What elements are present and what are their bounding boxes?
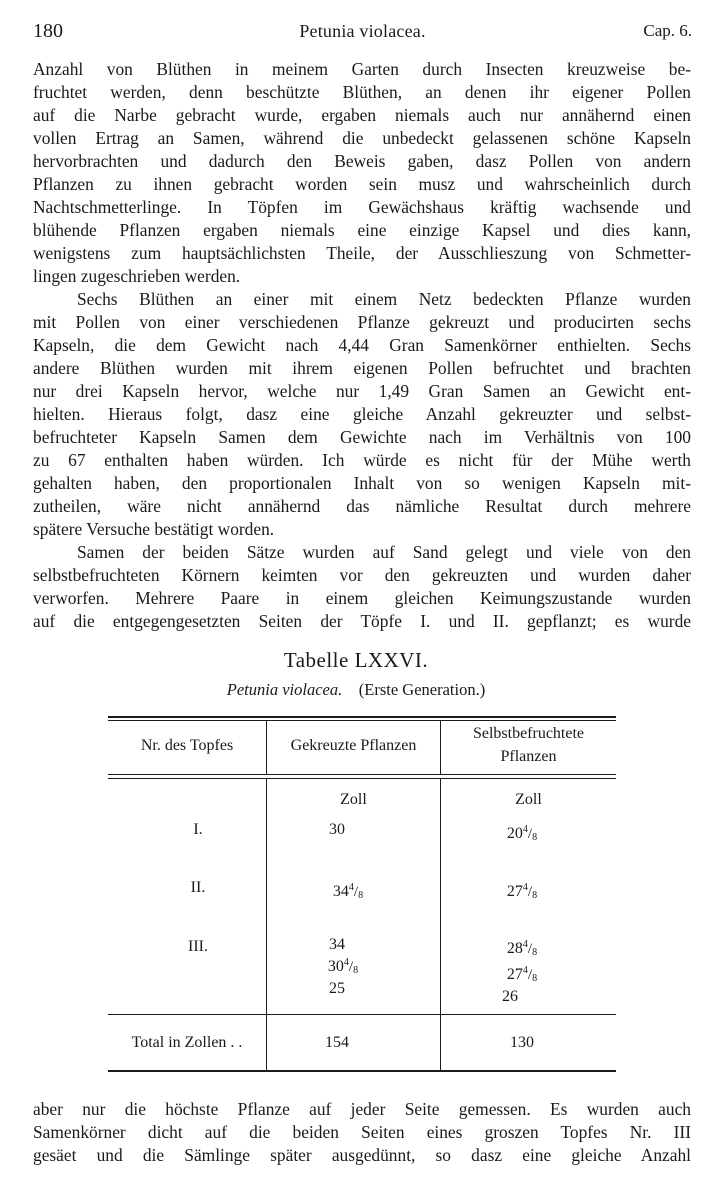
header-self-line1: Selbstbefruchtete (472, 725, 585, 742)
text-line: aber nur die höchste Pflanze auf jeder Seite gemessen. Es wurden auch (33, 1099, 691, 1119)
text-line: verworfen. Mehrere Paare in einem gleichen Keimungszustande wurden (33, 588, 691, 608)
table-title: Tabelle LXXVI. (283, 648, 429, 672)
text-line: vollen Ertrag an Samen, während die unbedeckt gelassenen schöne Kapseln (33, 128, 691, 148)
text-line: gesäet und die Sämlinge später ausgedünnt, so dasz eine gleiche Anzahl (33, 1145, 691, 1165)
text-line: zu 67 enthalten haben würden. Ich würde es nicht für der Mühe werth (33, 450, 691, 470)
header-self-line2: Pflanzen (500, 748, 557, 765)
total-label: Total in Zollen . . (131, 1034, 243, 1051)
text-line: selbstbefruchteten Körnern keimten vor den gekreuzten und wurden daher (33, 565, 691, 585)
table-top-rule (108, 716, 616, 718)
measurement: 25 (329, 980, 345, 997)
text-line: Nachtschmetterlinge. In Töpfen im Gewächshaus kräftig wachsende und (33, 197, 691, 217)
header-rule (108, 774, 616, 775)
total-rule (108, 1014, 616, 1015)
measurement: $28^4/_8$ (506, 939, 538, 958)
text-line: hervorbrachten und dadurch den Beweis gaben, dasz Pollen von andern (33, 151, 691, 171)
body-text-top (33, 58, 691, 633)
text-line: andere Blüthen wurden mit ihrem eigenen Pollen befruchtet und brachten (33, 358, 691, 378)
text-line: Sechs Blüthen an einer mit einem Netz bedeckten Pflanze wurden (77, 289, 691, 309)
measurement: $34^4/_8$ (332, 882, 364, 901)
measurement: $27^4/_8$ (506, 882, 538, 901)
text-line: blühende Pflanzen ergaben niemals eine einzige Kapsel und dies kann, (33, 220, 691, 240)
self-value (441, 819, 603, 849)
pot-label: I. (193, 821, 203, 838)
table-bottom-rule (108, 1070, 616, 1072)
page-number: 180 (33, 20, 63, 42)
text-line: befruchteter Kapseln Samen dem Gewichte nach im Verhältnis von 100 (33, 427, 691, 447)
running-title: Petunia violacea. (299, 21, 426, 41)
measurement: $20^4/_8$ (506, 824, 538, 843)
text-line: lingen zugeschrieben werden. (33, 266, 241, 286)
self-value (441, 936, 603, 1006)
table-subtitle-generation: (Erste Generation.) (358, 680, 486, 699)
measurement: 34 (329, 936, 345, 953)
text-line: wenigstens zum hauptsächlichsten Theile, der Ausschlieszung von Schmetter- (33, 243, 691, 263)
data-table (108, 716, 616, 1073)
text-line: mit Pollen von einer verschiedenen Pflanze gekreuzt und producirten sechs (33, 312, 691, 332)
total-crossed: 154 (325, 1034, 349, 1051)
text-line: nur drei Kapseln hervor, welche nur 1,49 Gran Samen an Gewicht ent- (33, 381, 691, 401)
crossed-value (267, 819, 407, 841)
measurement: $30^4/_8$ (327, 957, 359, 976)
table-top-rule-inner (108, 720, 616, 721)
text-line: Pflanzen zu ihnen gebracht worden sein musz und wahrscheinlich durch (33, 174, 691, 194)
table-subtitle (0, 680, 712, 700)
pot-label: III. (188, 938, 208, 955)
text-line: gehalten haben, den proportionalen Inhalt von so wenigen Kapseln mit- (33, 473, 691, 493)
text-line: Samen der beiden Sätze wurden auf Sand gelegt und viele von den (77, 542, 691, 562)
measurement: 30 (329, 821, 345, 838)
crossed-value (267, 877, 429, 907)
text-line: zutheilen, wäre nicht annähernd das nämliche Resultat durch mehrere (33, 496, 691, 516)
text-line: Anzahl von Blüthen in meinem Garten durch Insecten kreuzweise be- (33, 59, 691, 79)
running-head (33, 20, 692, 44)
unit-self: Zoll (515, 791, 542, 808)
text-line: auf die Narbe gebracht wurde, ergaben niemals auch nur annähernd einen (33, 105, 691, 125)
text-line: auf die entgegengesetzten Seiten der Töpfe I. und II. gepflanzt; es wurde (33, 611, 691, 631)
chapter-label: Cap. 6. (643, 21, 692, 40)
total-self: 130 (510, 1034, 534, 1051)
measurement: 26 (502, 988, 518, 1005)
crossed-value (267, 936, 407, 998)
measurement: $27^4/_8$ (506, 965, 538, 984)
text-line: spätere Versuche bestätigt worden. (33, 519, 275, 539)
text-line: fruchtet werden, denn beschützte Blüthen, an denen ihr eigener Pollen (33, 82, 691, 102)
body-text-bottom (33, 1098, 691, 1167)
table-subtitle-species: Petunia violacea. (226, 680, 343, 699)
header-rule-inner (108, 778, 616, 779)
pot-label: II. (190, 879, 206, 896)
header-crossed: Gekreuzte Pflanzen (290, 737, 417, 754)
text-line: hielten. Hieraus folgt, dasz eine gleiche Anzahl gekreuzter und selbst- (33, 404, 691, 424)
text-line: Samenkörner dicht auf die beiden Seiten eines groszen Topfes Nr. III (33, 1122, 691, 1142)
self-value (441, 877, 603, 907)
text-line: Kapseln, die dem Gewicht nach 4,44 Gran Samenkörner enthielten. Sechs (33, 335, 691, 355)
header-pot-number: Nr. des Topfes (140, 737, 234, 754)
unit-crossed: Zoll (340, 791, 367, 808)
